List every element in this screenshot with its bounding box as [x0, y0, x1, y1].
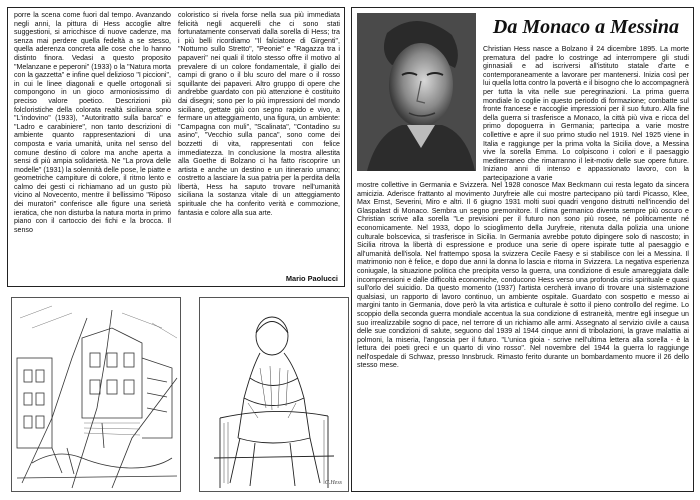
author-signature: Mario Paolucci: [285, 274, 338, 283]
seated-woman-sketch-icon: [200, 298, 348, 491]
article-title: Da Monaco a Messina: [492, 16, 680, 38]
street-sketch-drawing: [11, 297, 181, 492]
portrait-photo-icon: [357, 13, 476, 171]
biography-text-top: Christian Hess nasce a Bolzano il 24 dicembre 1895. La morte prematura del padre lo costringe ad interrompere gli studi ginnasiali e ad iscriversi all'istituto statale d'arte e contemporaneamente a lavorare per mantenersi. Inizia così per lui quella lotta contro la povertà e il bisogno che lo accompagnerà per tutta la vita nelle sue peregrinazioni. La prima guerra mondiale lo coglie in questo periodo di formazione; combatte sul fronte francese e raccoglie impressioni per il suo futuro. Alla fine della guerra si trasferisce a Monaco, la città più viva e ricca del primo dopoguerra in Germania; partecipa a varie mostre collettive e apre il suo primo studio nel 1919. Nel 1925 viene in Italia e raggiunge per la prima volta la Sicilia dove, a Messina vive la sorella Emma. Lo colpiscono i colori e il paesaggio mediterraneo che rimarranno il leit-motiv delle sue opere future. Iniziano anni di intenso e appassionato lavoro, con la partecipazione a varie: [483, 45, 689, 182]
biography-text-bottom: mostre collettive in Germania e Svizzera. Nel 1928 conosce Max Beckmann cui resta legato da sincera amicizia. Aderisce frattanto al movimento Juryfreie alle cui mostre partecipano più tardi Picasso, Klee, Max Ernst, Severini, Miro e altri. Il 6 giugno 1931 molti suoi quadri vengono distrutti nell'incendio del Glaspalast di Monaco. Sembra un segno premonitore. Il clima germanico diventa sempre più oscuro e Christian scrive alla sorella "Le previsioni per il futuro non sono più rosee, né politicamente né economicamente. Nel 1933, dopo lo scioglimento della Juryfreie, ritenuta dalla polizia una unione culturale bolscevica, si trasferisce in Sicilia. In Germania avrebbe potuto dipingere solo di nascosto; in Sicilia ritrova la libertà di espressione e produce una serie di opere ispirate tutte al paesaggio e all'umanità dell'isola. Nel frattempo sposa la svizzera Cecile Faesy e si stabilisce con lei a Messina. Il matrimonio non è felice, e dopo due anni la donna lo lascia e ritorna in Svizzera. La negativa esperienza coniugale, la situazione politica che precipita verso la guerra, una condizione di esule amareggiata dalle incomprensioni e dalle difficoltà economiche, conducono Hess verso una profonda crisi spirituale e quasi sull'orlo del suicidio. Da questo momento (1937) l'artista cercherà invano di trovare una sistemazione qualsiasi, un rapporto di lavoro continuo, un ambiente ospitale. Guardato con sospetto e messo ai margini tanto in Germania, dove però la vita artistica e culturale è sotto il pieno controllo del regime. Lo scoppio della seconda guerra mondiale accentua la sua condizione di estraneità, mentre egli insegue un suo irrealizzabile sogno di pace, nel terrore di un richiamo alle armi. Assegnato al servizio civile a causa delle sue condizioni di salute, seguono dal 1939 al 1944 cinque anni di tribolazioni, la grave malattia ai polmoni, la miseria, l'angoscia per il futuro. "L'unica gioia - scrive nell'ultima lettera alla sorella - è la lettura dei poeti greci e un quarto di vino rosso". Nel novembre del 1944 la guerra lo raggiunge nell'ospedale di Schwaz, presso Innsbruck. Rimasto ferito durante un bombardamento muore il 26 dello stesso mese.: [357, 181, 689, 370]
sketch-artist-signature: C.Hess: [324, 480, 342, 486]
left-article-panel: [7, 7, 345, 287]
seated-woman-sketch-drawing: [199, 297, 349, 492]
left-column-1-text: porre la scena come fuori dal tempo. Avanzando negli anni, la pittura di Hess accoglie altre suggestioni, si arricchisce di nuove cadenze, ma senza mai perdere quella fedeltà a se stesso, quella aderenza concreta alle cose che lo hanno distinto finora. Vedasi a questo proposito "Melanzane e peperoni" (1933) o la "Natura morta con la gazzetta" e infine quel delizioso "I piccioni", in cui le linee diagonali e quelle ortogonali si compongono in un gioco armoniosissimo di preciso valore poetico. Descrizioni più folcloristiche della colorata realtà siciliana sono "L'indovino" (1933), "Autoritratto sulla barca" e "Ladro e carabiniere", non tanto descrizioni di ambiente quanto rappresentazioni di una composta e varia umanità, unita nel senso del comune destino di colore ma anche aperta a sensi di più ampia solidarietà. Ne "La prova delle modelle" (1931) la solennità delle pose, le piatte e geometriche campiture di colore, il ritmo lento e calmo dei gesti ci richiamano ad un gusto più vicino al Novecento, mentre il bellissimo "Riposo dei muratori" conferisce alle figure una serietà ieratica, che non disturba la natura morta in primo piano con il cartoccio dei fichi e la brocca. Il senso: [14, 11, 172, 234]
portrait-photo: [357, 13, 476, 171]
left-column-2-text: coloristico si rivela forse nella sua più immediata felicità negli acquerelli che ci sono stati fortunatamente conservati dalla sorella di Hess; tra i più belli ricordiamo "Il falciatore di Girgenti", "Notturno sullo Stretto", "Peonie" e "Ragazza tra i papaveri" nei quali il titolo stesso offre il motivo al prevalere di un colore fondamentale, il giallo dei campi di grano o il blu scuro del mare o il rosso squillante dei papaveri. Altro gruppo di opere che andrebbe guardato con più attenzione è costituito dai disegni; sono per lo più impressioni del mondo siciliano, gettate giù con segno rapido e vivo, a fermare un atteggiamento, una figura, un ambiente: "Campagna con muli", "Scalinata", "Contadino su asino", "Vecchio sulla panca", sono come dei bozzetti di vita, rappresentati con felice immediatezza. In conclusione la mostra allestita alla Goethe di Bolzano ci ha fatto riscoprire un artista e anche un destino e un itinerario umano; costretto a lasciare la sua patria per la perdita della libertà, Hess ha saputo trovare nell'umanità siciliana la sostanza vitale di un atteggiamento spirituale che ha conferito verità e commozione, fantasia e colore alla sua arte.: [178, 11, 340, 217]
right-article-panel: [351, 7, 694, 492]
street-sketch-icon: [12, 298, 180, 491]
